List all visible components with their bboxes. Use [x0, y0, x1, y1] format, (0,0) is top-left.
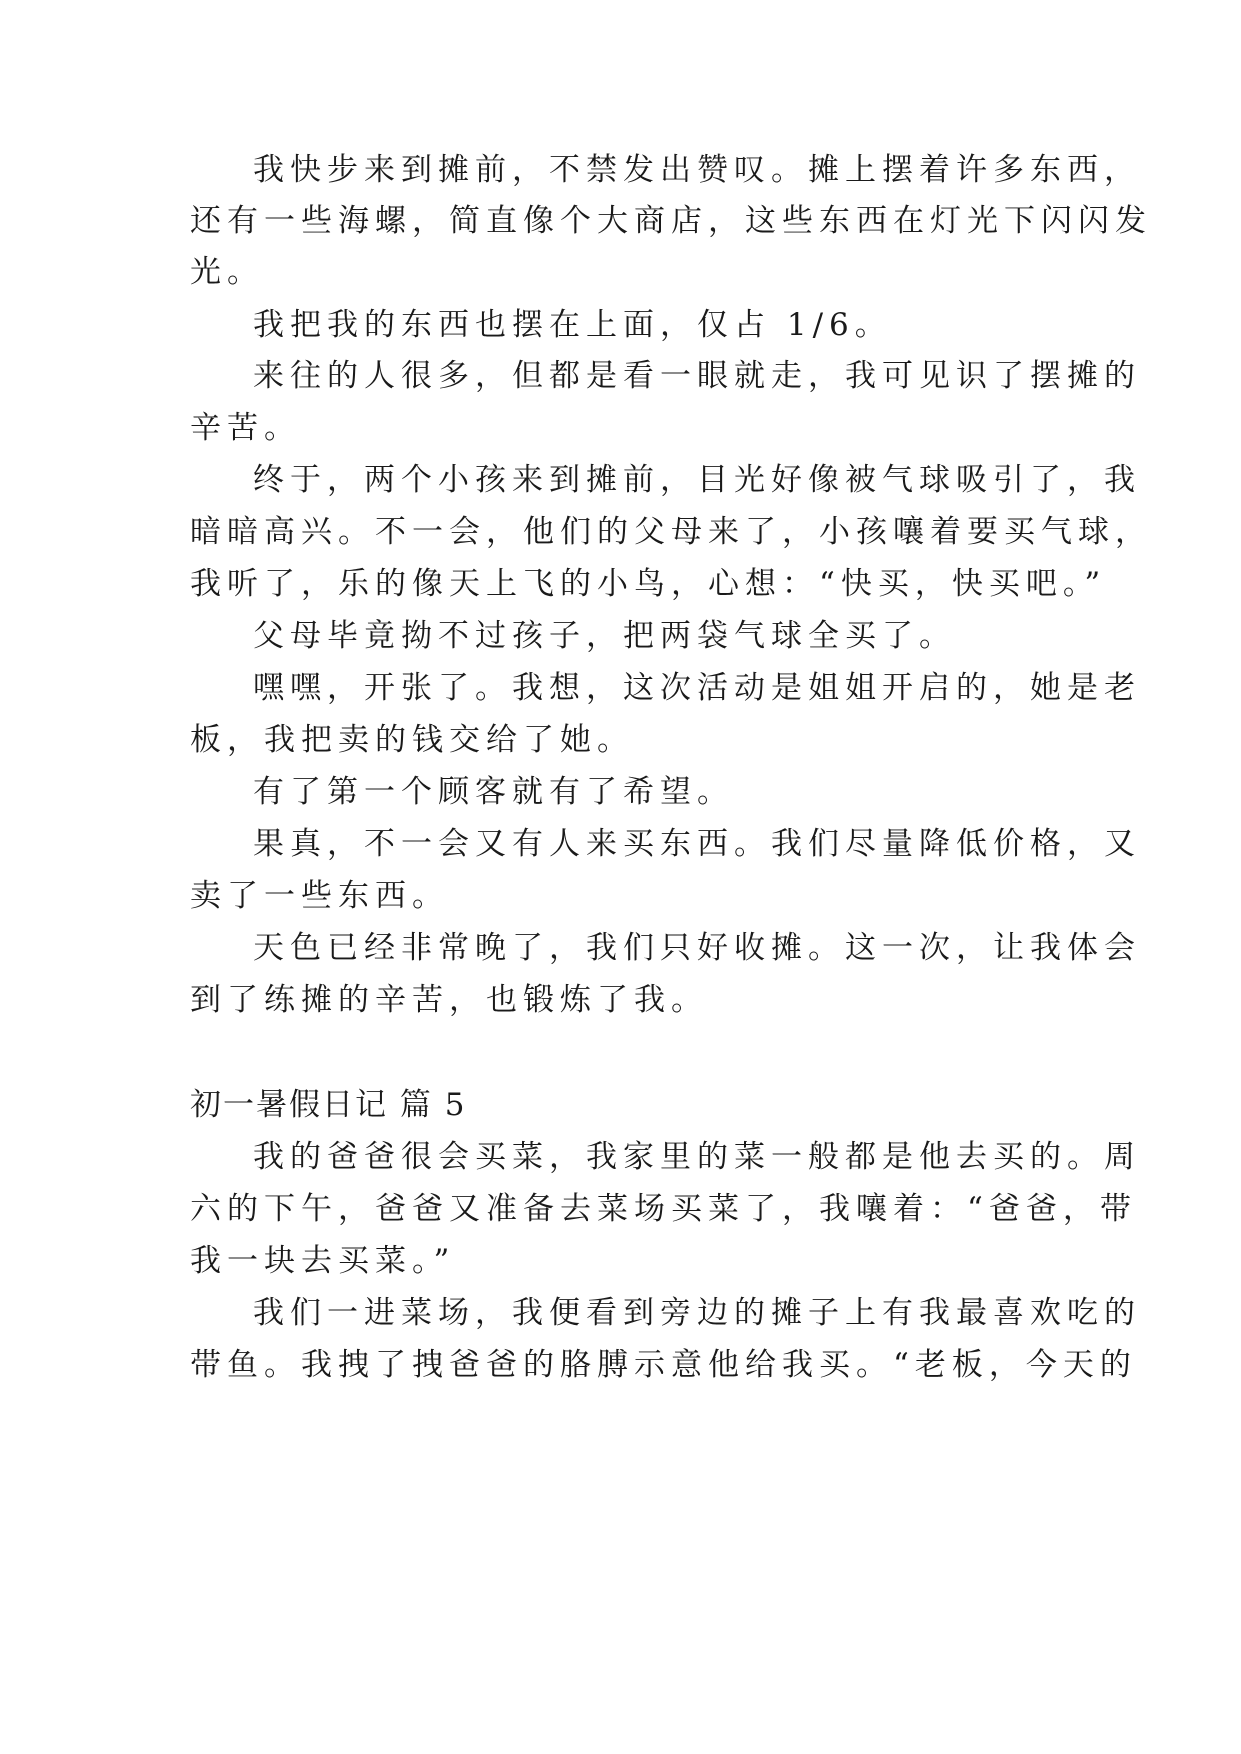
text-line: 暗暗高兴。不一会，他们的父母来了，小孩嚷着要买气球， [190, 514, 1152, 550]
text-line: 果真，不一会又有人来买东西。我们尽量降低价格，又 [253, 826, 1141, 862]
text-line: 我快步来到摊前，不禁发出赞叹。摊上摆着许多东西， [253, 152, 1141, 188]
text-line: 天色已经非常晚了，我们只好收摊。这一次，让我体会 [253, 930, 1141, 966]
text-line: 我把我的东西也摆在上面，仅占 1/6。 [253, 307, 892, 343]
text-line: 到了练摊的辛苦，也锻炼了我。 [190, 982, 708, 1018]
text-line: 我的爸爸很会买菜，我家里的菜一般都是他去买的。周 [253, 1139, 1141, 1175]
text-line: 嘿嘿，开张了。我想，这次活动是姐姐开启的，她是老 [253, 670, 1141, 706]
text-line: 光。 [190, 254, 264, 290]
text-line: 我一块去买菜。” [190, 1243, 456, 1279]
text-line: 板，我把卖的钱交给了她。 [190, 722, 634, 758]
section-heading: 初一暑假日记 篇 5 [190, 1087, 467, 1123]
text-line: 我们一进菜场，我便看到旁边的摊子上有我最喜欢吃的 [253, 1295, 1141, 1331]
text-line: 还有一些海螺，简直像个大商店，这些东西在灯光下闪闪发 [190, 203, 1152, 239]
text-line: 有了第一个顾客就有了希望。 [253, 774, 734, 810]
text-line: 来往的人很多，但都是看一眼就走，我可见识了摆摊的 [253, 358, 1141, 394]
text-line: 卖了一些东西。 [190, 878, 449, 914]
text-line: 辛苦。 [190, 410, 301, 446]
text-line: 父母毕竟拗不过孩子，把两袋气球全买了。 [253, 618, 956, 654]
text-line: 带鱼。我拽了拽爸爸的胳膊示意他给我买。“老板，今天的 [190, 1347, 1137, 1383]
text-line: 终于，两个小孩来到摊前，目光好像被气球吸引了，我 [253, 462, 1141, 498]
text-line: 六的下午，爸爸又准备去菜场买菜了，我嚷着：“爸爸，带 [190, 1191, 1137, 1227]
text-line: 我听了，乐的像天上飞的小鸟，心想：“快买，快买吧。” [190, 566, 1107, 602]
